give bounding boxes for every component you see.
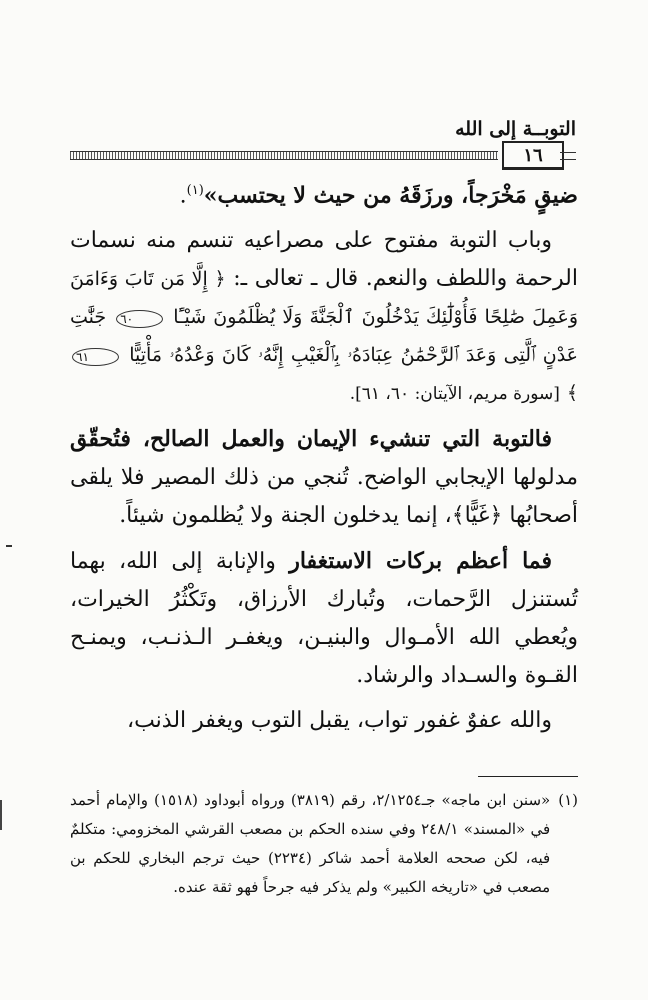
main-text	[70, 172, 578, 747]
header-rule-tail	[560, 152, 576, 160]
quran-close-bracket: ﴾	[566, 382, 578, 405]
p4-bold: فما أعظم بركات الاستغفار	[289, 548, 553, 575]
paragraph-2	[70, 222, 578, 413]
p3-bold: فالتوبة التي تنشيء الإيمان والعمل الصالح، فتُحقّق	[70, 426, 552, 453]
p1-text: ضيقٍ مَخْرَجاً، ورزَقَهُ من حيث لا يحتسب»	[203, 182, 578, 209]
quran-verse-61: جَنَّٰتِ عَدْنٍ ٱلَّتِى وَعَدَ ٱلرَّحْمَٰنُ عِبَادَهُۥ بِٱلْغَيْبِ إِنَّهُۥ كَانَ وَعْدُهُۥ مَأْتِيًّا	[70, 306, 578, 367]
footnote-number: (١)	[558, 791, 578, 809]
header-rule	[70, 151, 498, 160]
p1-end: .	[179, 183, 187, 209]
scan-edge-line	[0, 800, 2, 830]
surah-reference: [سورة مريم، الآيتان: ٦٠، ٦١].	[349, 384, 560, 405]
p2-text: وباب التوبة مفتوح على مصراعيه تنسم منه نسمات الرحمة واللطف والنعم. قال ـ تعالى ـ:	[70, 228, 578, 292]
p5-text: والله عفوٌ غفور تواب، يقبل التوب ويغفر الذنب،	[126, 708, 552, 734]
paragraph-3	[70, 420, 578, 535]
running-title: التوبــة إلى الله	[455, 118, 576, 140]
footnote-separator	[478, 776, 578, 777]
paragraph-1	[70, 172, 578, 215]
page-number: ١٦	[502, 141, 564, 170]
scan-edge-mark	[6, 545, 12, 547]
ayah-marker-60: ٦٠	[116, 310, 163, 328]
p3-text: مدلولها الإيجابي الواضح. تُنجي من ذلك المصير فلا يلقى أصحابُها ﴿غَيًّا﴾، إنما يدخلون الجنة ولا يُظلمون شيئاً.	[70, 465, 578, 529]
footnote	[70, 786, 578, 902]
p4-text: والإنابة إلى الله، بهما تُستنزل الرَّحمات، وتُبارك الأرزاق، وتَكْثُرُ الخيرات، ويُعطي الله الأمـوال والبنيـن، ويغفـر الـذنـب، ويمنـح القـوة والسـداد والرشاد.	[70, 549, 578, 689]
paragraph-5	[70, 702, 578, 740]
paragraph-4	[70, 542, 578, 695]
footnote-ref: (١)	[186, 183, 204, 198]
quran-verse-60: ﴿ إِلَّا مَن تَابَ وَءَامَنَ وَعَمِلَ صَٰلِحًا فَأُوْلَٰٓئِكَ يَدْخُلُونَ ٱلْجَنَّةَ وَلَا يُظْلَمُونَ شَيْـًٔا	[70, 268, 579, 329]
ayah-marker-61: ٦١	[72, 348, 119, 366]
footnote-text: «سنن ابن ماجه» جـ٢/١٢٥٤، رقم (٣٨١٩) ورواه أبوداود (١٥١٨) والإمام أحمد في «المسند» ٢٤٨/١ وفي سنده الحكم بن مصعب القرشي المخزومي: متكلمٌ فيه، لكن صححه العلامة أحمد شاكر (٢٢٣٤) حيث ترجم البخاري للحكم بن مصعب في «تاريخه الكبير» ولم يذكر فيه جرحاً فهو ثقة عنده.	[70, 791, 551, 896]
